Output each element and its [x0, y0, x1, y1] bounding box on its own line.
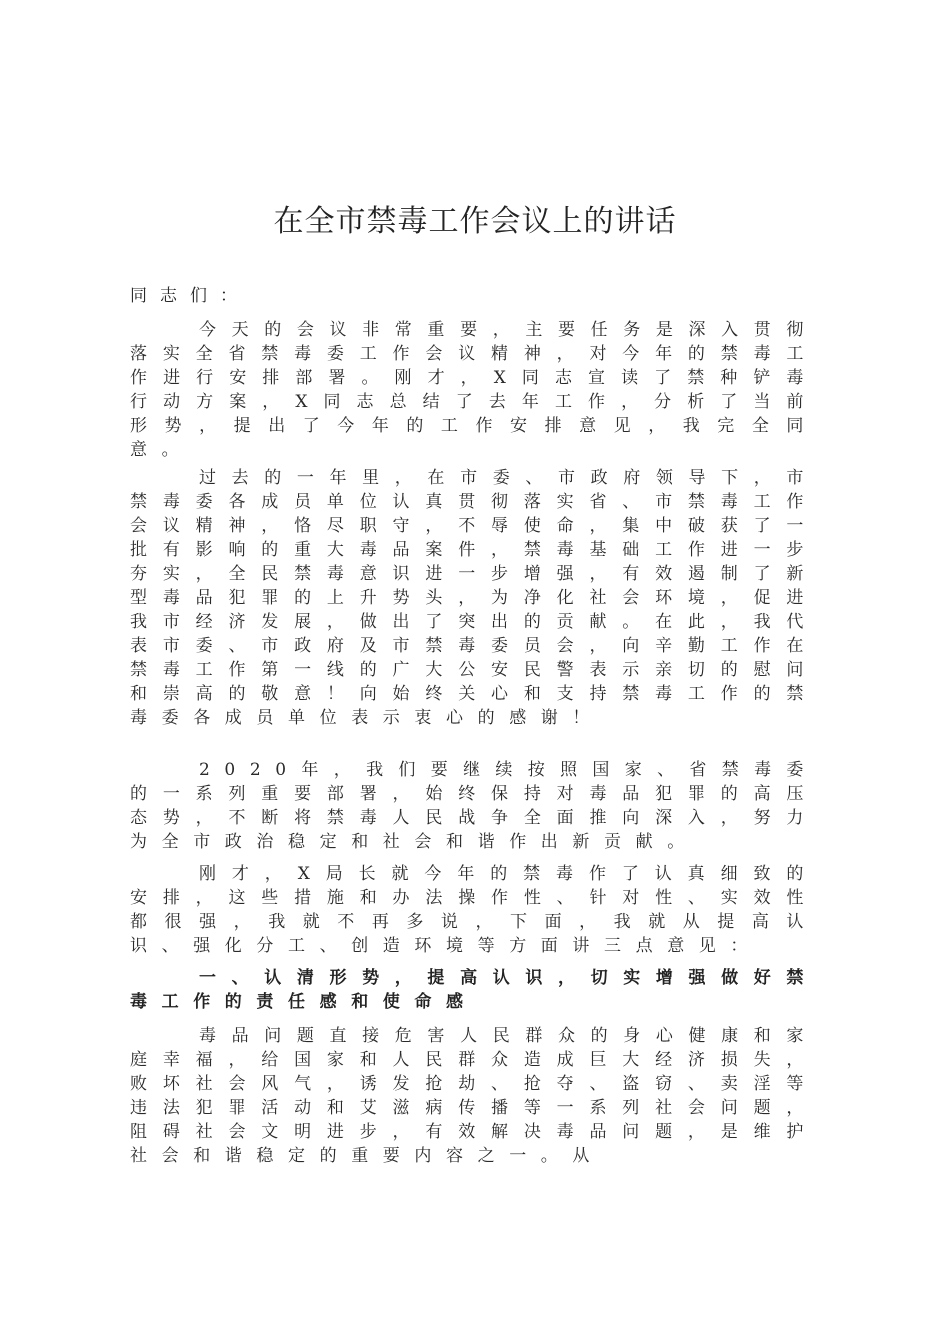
paragraph-opening: 今天的会议非常重要，主要任务是深入贯彻落实全省禁毒委工作会议精神，对今年的禁毒工作进行安排部署。刚才，X同志宣读了禁种铲毒行动方案，X同志总结了去年工作，分析了当前形势，提出了今年的工作安排意见，我完全同意。	[130, 320, 818, 460]
paragraph-arrangement: 刚才，X局长就今年的禁毒作了认真细致的安排，这些措施和办法操作性、针对性、实效性都很强，我就不再多说，下面，我就从提高认识、强化分工、创造环境等方面讲三点意见：	[130, 864, 818, 956]
salutation: 同志们：	[130, 286, 250, 306]
section-heading: 一、认清形势，提高认识，切实增强做好禁毒工作的责任感和使命感	[130, 968, 818, 1012]
paragraph-section-body: 毒品问题直接危害人民群众的身心健康和家庭幸福，给国家和人民群众造成巨大经济损失，败坏社会风气，诱发抢劫、抢夺、盗窃、卖淫等违法犯罪活动和艾滋病传播等一系列社会问题，阻碍社会文明进步，有效解决毒品问题，是维护社会和谐稳定的重要内容之一。从	[130, 1026, 818, 1166]
paragraph-2020-plan: 2020年，我们要继续按照国家、省禁毒委的一系列重要部署，始终保持对毒品犯罪的高压态势，不断将禁毒人民战争全面推向深入，努力为全市政治稳定和社会和谐作出新贡献。	[130, 760, 818, 852]
paragraph-review: 过去的一年里，在市委、市政府领导下，市禁毒委各成员单位认真贯彻落实省、市禁毒工作会议精神，恪尽职守，不辱使命，集中破获了一批有影响的重大毒品案件，禁毒基础工作进一步夯实，全民禁毒意识进一步增强，有效遏制了新型毒品犯罪的上升势头，为净化社会环境，促进我市经济发展，做出了突出的贡献。在此，我代表市委、市政府及市禁毒委员会，向辛勤工作在禁毒工作第一线的广大公安民警表示亲切的慰问和崇高的敬意！向始终关心和支持禁毒工作的禁毒委各成员单位表示衷心的感谢！	[130, 468, 818, 728]
document-title: 在全市禁毒工作会议上的讲话	[273, 204, 677, 239]
